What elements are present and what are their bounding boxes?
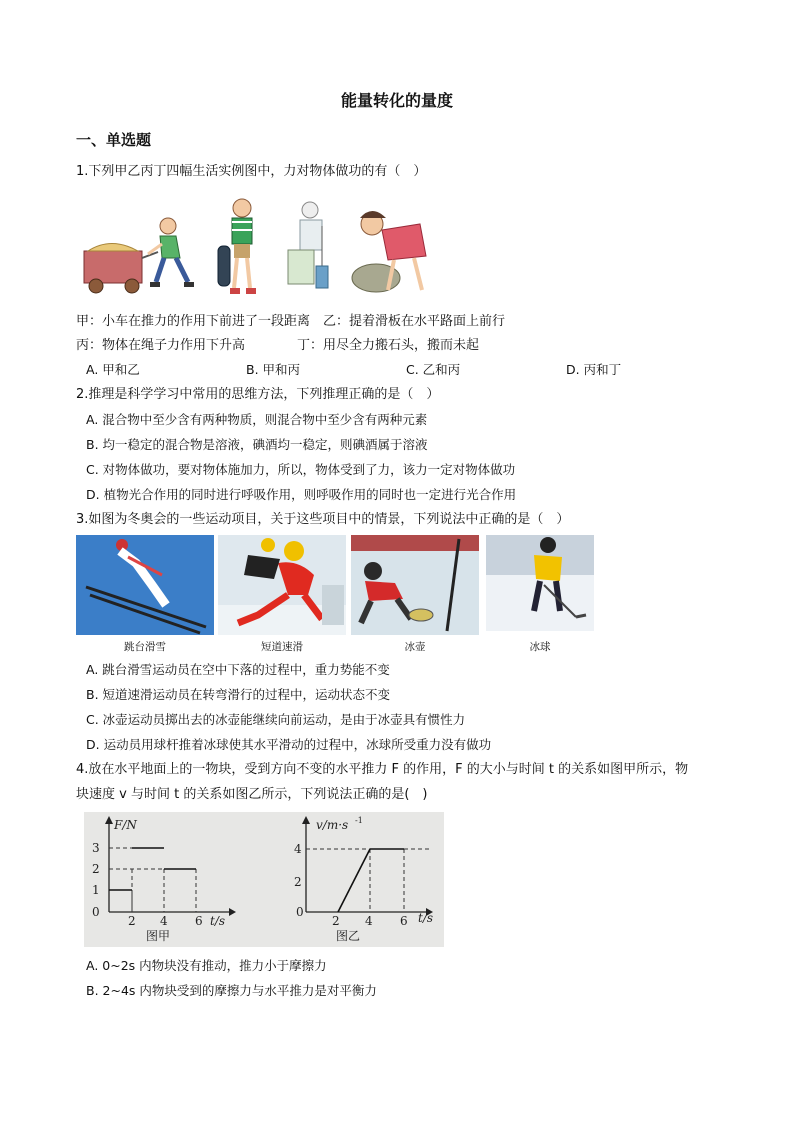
q4-option-a[interactable]: A. 0~2s 内物块没有推动，推力小于摩擦力 (86, 958, 327, 973)
graph-b-xtick-2: 2 (332, 914, 340, 928)
graph-b-ytick-4: 4 (294, 842, 302, 856)
speed-skating-photo (218, 535, 346, 635)
graph-b-xtick-4: 4 (365, 914, 373, 928)
caption-speed-skating: 短道速滑 (261, 641, 303, 653)
graph-b-xtick-0: 0 (296, 905, 304, 919)
graph-b (294, 816, 433, 943)
caption-ski-jump: 跳台滑雪 (124, 641, 166, 653)
graph-a (92, 816, 236, 943)
q2-option-c[interactable]: C. 对物体做功，要对物体施加力，所以，物体受到了力，该力一定对物体做功 (86, 462, 516, 477)
q3-option-b[interactable]: B. 短道速滑运动员在转弯滑行的过程中，运动状态不变 (86, 687, 391, 702)
q1-option-a[interactable]: A. 甲和乙 (86, 362, 140, 377)
q4-stem-line1: 4.放在水平地面上的一物块，受到方向不变的水平推力 F 的作用，F 的大小与时间 t 的关系如图甲所示，物 (76, 762, 689, 777)
graph-a-xtick-6: 6 (195, 914, 203, 928)
q1-option-b[interactable]: B. 甲和丙 (246, 362, 301, 377)
q2-option-a[interactable]: A. 混合物中至少含有两种物质，则混合物中至少含有两种元素 (86, 412, 428, 427)
pulley-lift-illustration (288, 202, 328, 288)
page-title: 能量转化的量度 (340, 91, 453, 110)
graph-a-xlabel: t/s (210, 914, 226, 928)
boy-skateboard-illustration (218, 199, 256, 294)
graph-a-caption: 图甲 (146, 929, 171, 943)
graph-b-ylabel-sup: -1 (355, 816, 363, 825)
graph-b-caption: 图乙 (336, 929, 361, 943)
ice-hockey-photo (486, 535, 594, 631)
graph-b-ylabel: v/m·s (316, 818, 349, 832)
q1-line1: 甲：小车在推力的作用下前进了一段距离 乙：提着滑板在水平路面上前行 (76, 314, 506, 329)
q1-stem: 1.下列甲乙丙丁四幅生活实例图中，力对物体做功的有（ ） (76, 164, 427, 179)
section-heading: 一、单选题 (76, 131, 152, 149)
q3-option-d[interactable]: D. 运动员用球杆推着冰球使其水平滑动的过程中，冰球所受重力没有做功 (86, 737, 492, 752)
q1-option-c[interactable]: C. 乙和丙 (406, 362, 461, 377)
cart-pushing-illustration (84, 218, 194, 293)
q4-stem-line2: 块速度 v 与时间 t 的关系如图乙所示，下列说法正确的是( ) (76, 787, 428, 802)
caption-curling: 冰壶 (404, 641, 426, 653)
graph-b-xlabel: t/s (418, 911, 434, 925)
graph-b-xtick-6: 6 (400, 914, 408, 928)
q4-option-b[interactable]: B. 2~4s 内物块受到的摩擦力与水平推力是对平衡力 (86, 983, 377, 998)
q2-option-d[interactable]: D. 植物光合作用的同时进行呼吸作用，则呼吸作用的同时也一定进行光合作用 (86, 487, 517, 502)
q3-option-a[interactable]: A. 跳台滑雪运动员在空中下落的过程中，重力势能不变 (86, 662, 390, 677)
graph-a-xtick-0: 0 (92, 905, 100, 919)
graph-a-ylabel: F/N (114, 818, 137, 832)
graph-b-ytick-2: 2 (294, 875, 302, 889)
ski-jump-photo (76, 535, 214, 635)
graph-a-ytick-2: 2 (92, 862, 100, 876)
graph-a-xtick-4: 4 (160, 914, 168, 928)
lifting-stone-illustration (352, 211, 426, 292)
q2-stem: 2.推理是科学学习中常用的思维方法，下列推理正确的是（ ） (76, 387, 440, 402)
q3-option-c[interactable]: C. 冰壶运动员掷出去的冰壶能继续向前运动，是由于冰壶具有惯性力 (86, 712, 466, 727)
graph-a-ytick-1: 1 (92, 883, 100, 897)
q1-line2: 丙：物体在绳子力作用下升高 丁：用尽全力搬石头，搬而未起 (76, 338, 480, 353)
caption-ice-hockey: 冰球 (529, 641, 551, 653)
curling-photo (351, 535, 479, 635)
q2-option-b[interactable]: B. 均一稳定的混合物是溶液，碘酒均一稳定，则碘酒属于溶液 (86, 437, 428, 452)
q1-option-d[interactable]: D. 丙和丁 (566, 362, 622, 377)
q3-stem: 3.如图为冬奥会的一些运动项目，关于这些项目中的情景，下列说法中正确的是（ ） (76, 512, 570, 527)
q4-graphs-figure (84, 812, 444, 947)
graph-a-ytick-3: 3 (92, 841, 100, 855)
q1-figure (76, 196, 436, 300)
graph-a-xtick-2: 2 (128, 914, 136, 928)
